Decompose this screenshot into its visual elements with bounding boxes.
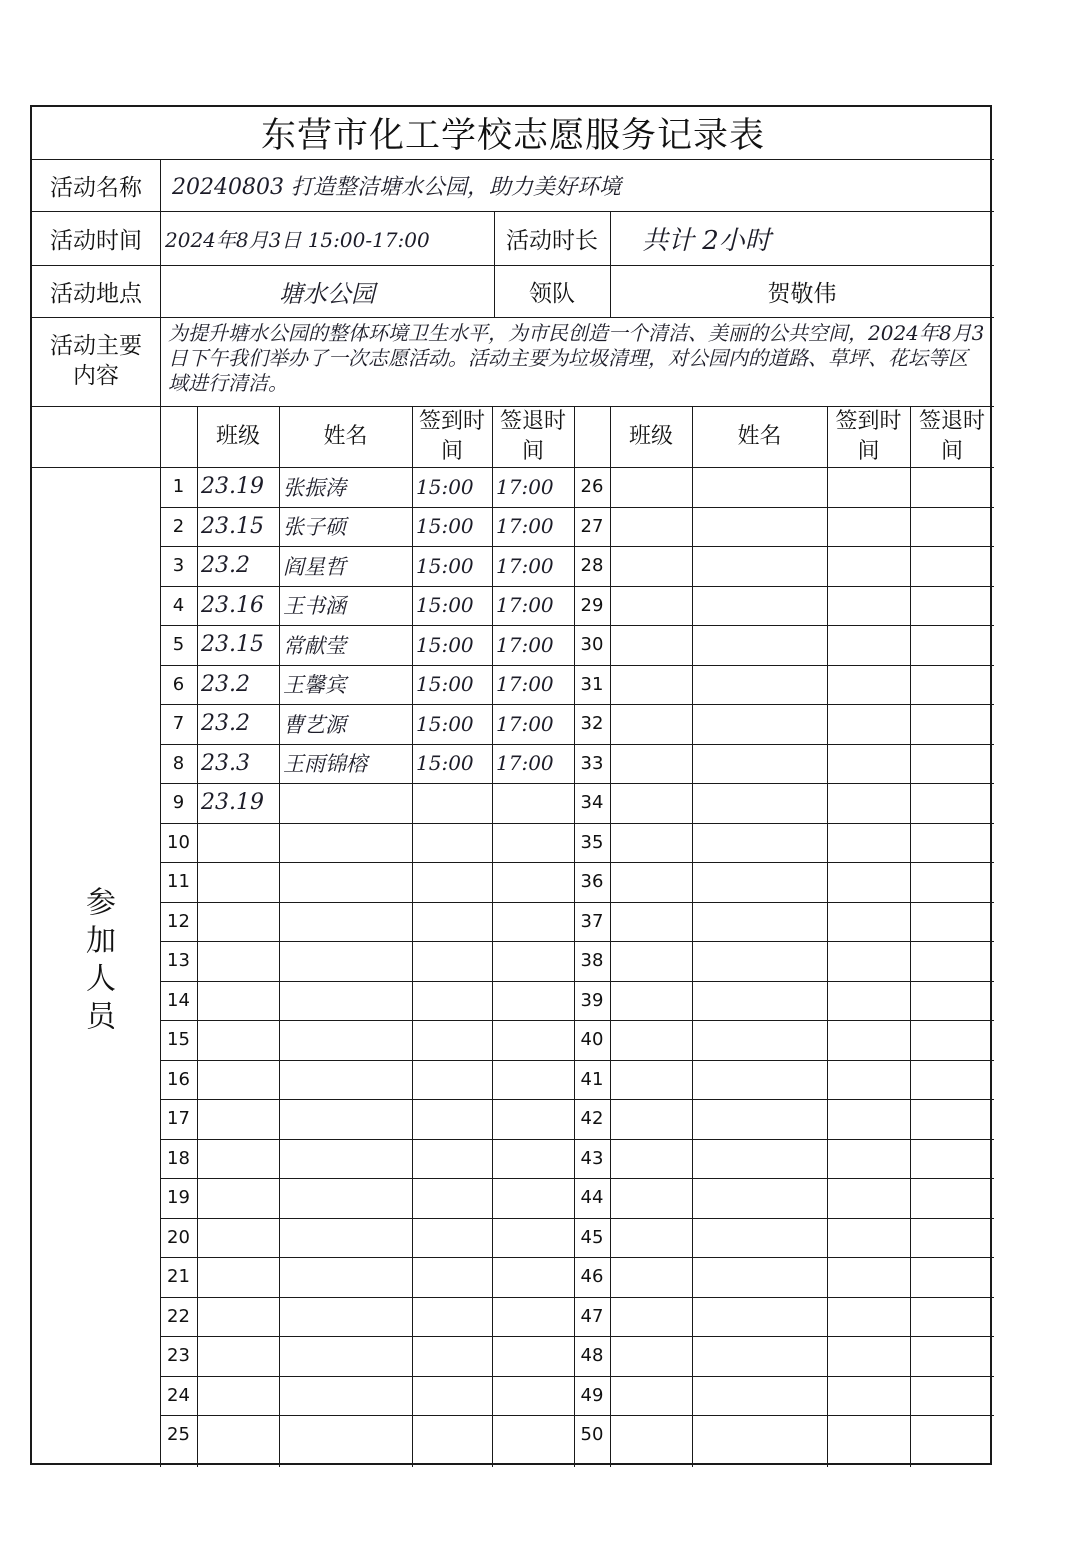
- row-number: 7: [172, 713, 185, 735]
- table-rule: [492, 406, 493, 1467]
- label-activity-name: 活动名称: [50, 174, 142, 201]
- participant-name[interactable]: [283, 902, 410, 942]
- participant-name[interactable]: [696, 1060, 825, 1100]
- value-activity-time[interactable]: 2024年8月3日 15:00-17:00: [165, 227, 430, 252]
- participant-sign-out[interactable]: 17:00: [496, 711, 554, 736]
- participant-class[interactable]: [201, 1139, 277, 1179]
- left-header-name: 姓名: [323, 423, 368, 449]
- participant-name[interactable]: [696, 1099, 825, 1139]
- value-main-content[interactable]: 为提升塘水公园的整体环境卫生水平，为市民创造一个清洁、美丽的公共空间，2024年8月3日下午我们举办了一次志愿活动。活动主要为垃圾清理，对公园内的道路、草坪、花坛等区域进行清洁。: [168, 321, 985, 395]
- participant-class[interactable]: [201, 1415, 277, 1455]
- participant-sign-in[interactable]: [416, 1060, 490, 1100]
- row-number: 17: [167, 1108, 190, 1130]
- participant-name[interactable]: [283, 1336, 410, 1376]
- participant-class[interactable]: [201, 941, 277, 981]
- participant-name[interactable]: [696, 902, 825, 942]
- value-team-leader[interactable]: 贺敬伟: [767, 280, 837, 307]
- participant-class[interactable]: [614, 862, 690, 902]
- row-number: 15: [167, 1029, 190, 1051]
- participant-sign-in[interactable]: 15:00: [416, 553, 474, 578]
- participant-sign-out[interactable]: [914, 941, 992, 981]
- value-activity-duration[interactable]: 共计 2小时: [642, 225, 771, 256]
- participant-sign-in[interactable]: 15:00: [416, 632, 474, 657]
- participant-sign-out[interactable]: [914, 744, 992, 784]
- participant-sign-out[interactable]: [496, 1415, 572, 1455]
- participant-name[interactable]: [696, 1297, 825, 1337]
- participant-name[interactable]: [283, 823, 410, 863]
- participant-name[interactable]: [283, 941, 410, 981]
- participant-class[interactable]: [201, 1020, 277, 1060]
- participant-name[interactable]: [696, 546, 825, 586]
- label-activity-location: 活动地点: [50, 280, 142, 307]
- participant-class[interactable]: 23.15: [201, 632, 264, 658]
- participant-class[interactable]: [614, 941, 690, 981]
- participant-name[interactable]: [696, 1139, 825, 1179]
- participant-class[interactable]: [614, 1060, 690, 1100]
- row-number: 32: [580, 713, 604, 735]
- participant-name[interactable]: 阎星哲: [283, 554, 346, 579]
- row-number: 29: [580, 594, 604, 616]
- participant-sign-out[interactable]: [914, 783, 992, 823]
- participant-sign-out[interactable]: [496, 981, 572, 1021]
- row-number: 31: [580, 673, 604, 695]
- participant-name[interactable]: [696, 1376, 825, 1416]
- row-number: 24: [167, 1384, 190, 1406]
- participant-sign-out[interactable]: [914, 902, 992, 942]
- participant-sign-out[interactable]: [914, 1139, 992, 1179]
- participant-sign-in[interactable]: [831, 783, 908, 823]
- participant-sign-in[interactable]: [416, 862, 490, 902]
- participant-sign-in[interactable]: [831, 704, 908, 744]
- participant-class[interactable]: [201, 1297, 277, 1337]
- participant-sign-in[interactable]: [416, 1218, 490, 1258]
- table-rule: [197, 406, 198, 1467]
- participant-name[interactable]: [696, 1257, 825, 1297]
- participant-class[interactable]: [201, 1257, 277, 1297]
- row-number: 22: [167, 1305, 190, 1327]
- participant-name[interactable]: [696, 941, 825, 981]
- participant-sign-in[interactable]: [831, 467, 908, 507]
- participant-sign-in[interactable]: [831, 981, 908, 1021]
- participant-sign-out[interactable]: [496, 823, 572, 863]
- participant-sign-in[interactable]: [416, 1139, 490, 1179]
- right-header-sign-out: 签退时间: [918, 408, 985, 464]
- participant-class[interactable]: [614, 981, 690, 1021]
- participant-sign-out[interactable]: [496, 862, 572, 902]
- row-number: 48: [580, 1345, 604, 1367]
- row-number: 28: [580, 555, 604, 577]
- participant-sign-in[interactable]: [831, 1178, 908, 1218]
- row-number: 41: [580, 1068, 604, 1090]
- participant-name[interactable]: [696, 1218, 825, 1258]
- participant-sign-in[interactable]: [416, 823, 490, 863]
- participant-sign-in[interactable]: [416, 1376, 490, 1416]
- participant-sign-out[interactable]: [914, 1336, 992, 1376]
- participant-sign-in[interactable]: [831, 1297, 908, 1337]
- participant-name[interactable]: [283, 862, 410, 902]
- row-number: 23: [167, 1345, 190, 1367]
- participant-name[interactable]: [283, 981, 410, 1021]
- participant-sign-out[interactable]: [914, 1178, 992, 1218]
- participant-sign-out[interactable]: [496, 1020, 572, 1060]
- participant-sign-in[interactable]: [416, 1099, 490, 1139]
- volunteer-record-form: [30, 105, 992, 1465]
- participant-name[interactable]: 常献莹: [283, 633, 346, 658]
- row-number: 12: [167, 910, 190, 932]
- participant-sign-in[interactable]: [831, 902, 908, 942]
- participant-name[interactable]: [696, 981, 825, 1021]
- right-header-class: 班级: [628, 423, 673, 449]
- participant-class[interactable]: [201, 1376, 277, 1416]
- row-number: 25: [167, 1424, 190, 1446]
- label-main-content: 活动主要内容: [50, 333, 142, 389]
- participant-class[interactable]: 23.16: [201, 592, 264, 618]
- participant-sign-in[interactable]: [831, 1415, 908, 1455]
- participant-sign-in[interactable]: [831, 546, 908, 586]
- participant-sign-out[interactable]: 17:00: [496, 751, 554, 776]
- participant-sign-out[interactable]: [914, 625, 992, 665]
- row-number: 4: [172, 594, 185, 616]
- participant-class[interactable]: [614, 546, 690, 586]
- participant-name[interactable]: [696, 783, 825, 823]
- participant-sign-out[interactable]: 17:00: [496, 632, 554, 657]
- participant-name[interactable]: [696, 823, 825, 863]
- row-number: 8: [172, 752, 185, 774]
- participant-sign-in[interactable]: [831, 1099, 908, 1139]
- participant-class[interactable]: [201, 902, 277, 942]
- participant-class[interactable]: [614, 704, 690, 744]
- participant-sign-out[interactable]: [496, 1060, 572, 1100]
- label-activity-duration: 活动时长: [506, 227, 598, 254]
- participant-sign-out[interactable]: [496, 783, 572, 823]
- participant-class[interactable]: [201, 862, 277, 902]
- participant-sign-in[interactable]: [416, 902, 490, 942]
- participant-sign-out[interactable]: [496, 1178, 572, 1218]
- participant-class[interactable]: [201, 981, 277, 1021]
- participant-sign-out[interactable]: [914, 1297, 992, 1337]
- participant-sign-out[interactable]: [914, 467, 992, 507]
- participant-name[interactable]: [283, 1218, 410, 1258]
- participant-sign-in[interactable]: [831, 862, 908, 902]
- participant-sign-in[interactable]: [416, 783, 490, 823]
- participant-sign-in[interactable]: 15:00: [416, 711, 474, 736]
- row-number: 39: [580, 989, 604, 1011]
- table-rule: [279, 406, 280, 1467]
- value-activity-name[interactable]: 20240803 打造整洁塘水公园，助力美好环境: [172, 174, 621, 200]
- row-number: 27: [580, 515, 604, 537]
- participant-sign-out[interactable]: 17:00: [496, 514, 554, 539]
- participant-sign-in[interactable]: 15:00: [416, 474, 474, 499]
- participant-name[interactable]: [283, 1020, 410, 1060]
- participant-sign-in[interactable]: [831, 823, 908, 863]
- participant-sign-in[interactable]: [416, 1257, 490, 1297]
- participant-name[interactable]: [696, 862, 825, 902]
- participant-class[interactable]: [614, 665, 690, 705]
- participant-class[interactable]: [614, 1218, 690, 1258]
- row-number: 45: [580, 1226, 604, 1248]
- participant-sign-in[interactable]: [416, 1415, 490, 1455]
- row-number: 21: [167, 1266, 190, 1288]
- row-number: 6: [172, 673, 185, 695]
- participant-class[interactable]: [201, 823, 277, 863]
- row-number: 37: [580, 910, 604, 932]
- row-number: 38: [580, 950, 604, 972]
- row-number: 18: [167, 1147, 190, 1169]
- participant-name[interactable]: [696, 1178, 825, 1218]
- row-number: 2: [172, 515, 185, 537]
- table-rule: [412, 406, 413, 1467]
- participant-name[interactable]: [283, 1178, 410, 1218]
- participant-sign-in[interactable]: [831, 1218, 908, 1258]
- participant-sign-in[interactable]: 15:00: [416, 514, 474, 539]
- participant-class[interactable]: [614, 1020, 690, 1060]
- participant-class[interactable]: 23.19: [201, 790, 264, 816]
- participant-sign-out[interactable]: [914, 1415, 992, 1455]
- row-number: 16: [167, 1068, 190, 1090]
- participant-sign-out[interactable]: [496, 1218, 572, 1258]
- participant-name[interactable]: [283, 783, 410, 823]
- participant-name[interactable]: [696, 625, 825, 665]
- left-header-sign-out: 签退时间: [499, 408, 566, 464]
- label-participants: 参加人员: [80, 886, 115, 1038]
- participant-class[interactable]: 23.2: [201, 711, 250, 737]
- row-number: 40: [580, 1029, 604, 1051]
- label-team-leader: 领队: [529, 280, 575, 307]
- participant-sign-in[interactable]: [416, 1336, 490, 1376]
- participant-class[interactable]: 23.2: [201, 553, 250, 579]
- participant-sign-in[interactable]: [831, 1376, 908, 1416]
- right-header-name: 姓名: [737, 423, 782, 449]
- participant-class[interactable]: [201, 1218, 277, 1258]
- participant-sign-in[interactable]: [831, 625, 908, 665]
- participant-class[interactable]: [201, 1060, 277, 1100]
- participant-sign-in[interactable]: [831, 744, 908, 784]
- row-number: 10: [167, 831, 190, 853]
- participant-sign-out[interactable]: [914, 546, 992, 586]
- participant-class[interactable]: [614, 744, 690, 784]
- participant-class[interactable]: [614, 586, 690, 626]
- left-header-class: 班级: [215, 423, 260, 449]
- row-number: 50: [580, 1424, 604, 1446]
- right-header-sign-in: 签到时间: [835, 408, 902, 464]
- participant-class[interactable]: [614, 625, 690, 665]
- row-number: 1: [172, 476, 185, 498]
- row-number: 49: [580, 1384, 604, 1406]
- participant-name[interactable]: [696, 1336, 825, 1376]
- participant-class[interactable]: [614, 1178, 690, 1218]
- participant-sign-out[interactable]: [914, 507, 992, 547]
- participant-name[interactable]: [696, 1415, 825, 1455]
- participant-name[interactable]: [696, 665, 825, 705]
- row-number: 34: [580, 792, 604, 814]
- label-activity-time: 活动时间: [50, 227, 142, 254]
- participant-name[interactable]: [283, 1415, 410, 1455]
- participant-class[interactable]: [614, 823, 690, 863]
- row-number: 35: [580, 831, 604, 853]
- participant-sign-out[interactable]: 17:00: [496, 553, 554, 578]
- participant-sign-in[interactable]: [831, 665, 908, 705]
- participant-sign-in[interactable]: 15:00: [416, 672, 474, 697]
- participant-class[interactable]: [614, 1297, 690, 1337]
- participant-sign-out[interactable]: 17:00: [496, 474, 554, 499]
- participant-class[interactable]: [614, 783, 690, 823]
- participant-sign-out[interactable]: [914, 981, 992, 1021]
- value-activity-location[interactable]: 塘水公园: [279, 279, 375, 308]
- participant-name[interactable]: [283, 1099, 410, 1139]
- participant-sign-out[interactable]: [496, 1099, 572, 1139]
- participant-sign-out[interactable]: [914, 1376, 992, 1416]
- participant-class[interactable]: [614, 1376, 690, 1416]
- participant-sign-out[interactable]: [496, 941, 572, 981]
- participant-class[interactable]: [614, 1257, 690, 1297]
- participant-class[interactable]: [614, 467, 690, 507]
- participant-name[interactable]: [696, 586, 825, 626]
- participant-name[interactable]: [283, 1376, 410, 1416]
- row-number: 3: [172, 555, 185, 577]
- participant-sign-out[interactable]: [914, 1257, 992, 1297]
- participant-sign-out[interactable]: [496, 902, 572, 942]
- table-rule: [32, 317, 994, 318]
- left-header-sign-in: 签到时间: [418, 408, 485, 464]
- participant-class[interactable]: [201, 1336, 277, 1376]
- row-number: 46: [580, 1266, 604, 1288]
- participant-name[interactable]: [283, 1060, 410, 1100]
- table-rule: [827, 406, 828, 1467]
- participant-class[interactable]: [614, 1139, 690, 1179]
- row-number: 43: [580, 1147, 604, 1169]
- participant-name[interactable]: [696, 704, 825, 744]
- participant-name[interactable]: 王书涵: [283, 594, 346, 619]
- participant-class[interactable]: [614, 1336, 690, 1376]
- participant-sign-out[interactable]: [914, 1020, 992, 1060]
- participant-sign-in[interactable]: [831, 507, 908, 547]
- participant-sign-out[interactable]: 17:00: [496, 593, 554, 618]
- row-number: 47: [580, 1305, 604, 1327]
- participant-sign-in[interactable]: [831, 1257, 908, 1297]
- participant-sign-in[interactable]: [831, 586, 908, 626]
- row-number: 14: [167, 989, 190, 1011]
- participant-sign-in[interactable]: [416, 981, 490, 1021]
- participant-sign-in[interactable]: [831, 1336, 908, 1376]
- participant-name[interactable]: [283, 1139, 410, 1179]
- row-number: 19: [167, 1187, 190, 1209]
- participant-sign-out[interactable]: [914, 1099, 992, 1139]
- participant-sign-in[interactable]: 15:00: [416, 593, 474, 618]
- participant-sign-in[interactable]: [831, 941, 908, 981]
- row-number: 13: [167, 950, 190, 972]
- participant-sign-out[interactable]: [496, 1376, 572, 1416]
- participant-class[interactable]: [201, 1178, 277, 1218]
- participant-name[interactable]: [696, 467, 825, 507]
- participant-sign-out[interactable]: [914, 665, 992, 705]
- participant-sign-out[interactable]: [496, 1257, 572, 1297]
- participant-sign-in[interactable]: [416, 1020, 490, 1060]
- participant-sign-out[interactable]: [914, 862, 992, 902]
- participant-name[interactable]: [696, 507, 825, 547]
- participant-sign-out[interactable]: [496, 1139, 572, 1179]
- participant-class[interactable]: 23.15: [201, 513, 264, 539]
- participant-sign-out[interactable]: [914, 1060, 992, 1100]
- participant-sign-in[interactable]: [831, 1060, 908, 1100]
- participant-class[interactable]: 23.2: [201, 671, 250, 697]
- participant-name[interactable]: [696, 1020, 825, 1060]
- participant-class[interactable]: [614, 1099, 690, 1139]
- row-number: 44: [580, 1187, 604, 1209]
- row-number: 5: [172, 634, 185, 656]
- participant-sign-in[interactable]: 15:00: [416, 751, 474, 776]
- participant-sign-in[interactable]: [831, 1020, 908, 1060]
- participant-name[interactable]: [283, 1257, 410, 1297]
- participant-sign-in[interactable]: [416, 1178, 490, 1218]
- row-number: 30: [580, 634, 604, 656]
- row-number: 36: [580, 871, 604, 893]
- table-rule: [910, 406, 911, 1467]
- participant-name[interactable]: [696, 744, 825, 784]
- row-number: 20: [167, 1226, 190, 1248]
- table-rule: [692, 406, 693, 1467]
- row-number: 42: [580, 1108, 604, 1130]
- participant-name[interactable]: 曹艺源: [283, 712, 346, 737]
- participant-name[interactable]: 王雨锦榕: [283, 752, 367, 777]
- participant-sign-in[interactable]: [416, 1297, 490, 1337]
- table-rule: [610, 406, 611, 1467]
- participant-name[interactable]: [283, 1297, 410, 1337]
- row-number: 9: [172, 792, 185, 814]
- participant-sign-out[interactable]: [914, 704, 992, 744]
- participant-sign-out[interactable]: 17:00: [496, 672, 554, 697]
- participant-sign-out[interactable]: [914, 586, 992, 626]
- participant-sign-out[interactable]: [496, 1297, 572, 1337]
- row-number: 33: [580, 752, 604, 774]
- participant-sign-out[interactable]: [914, 1218, 992, 1258]
- participant-class[interactable]: 23.19: [201, 474, 264, 500]
- participant-class[interactable]: 23.3: [201, 750, 250, 776]
- participant-class[interactable]: [614, 1415, 690, 1455]
- row-number: 26: [580, 476, 604, 498]
- form-title: 东营市化工学校志愿服务记录表: [260, 116, 765, 156]
- participant-name[interactable]: 张子硕: [283, 515, 346, 540]
- participant-sign-out[interactable]: [496, 1336, 572, 1376]
- participant-name[interactable]: 王馨宾: [283, 673, 346, 698]
- participant-sign-in[interactable]: [831, 1139, 908, 1179]
- participant-class[interactable]: [614, 902, 690, 942]
- participant-class[interactable]: [614, 507, 690, 547]
- participant-sign-in[interactable]: [416, 941, 490, 981]
- participant-class[interactable]: [201, 1099, 277, 1139]
- participant-sign-out[interactable]: [914, 823, 992, 863]
- participant-name[interactable]: 张振涛: [283, 475, 346, 500]
- row-number: 11: [167, 871, 190, 893]
